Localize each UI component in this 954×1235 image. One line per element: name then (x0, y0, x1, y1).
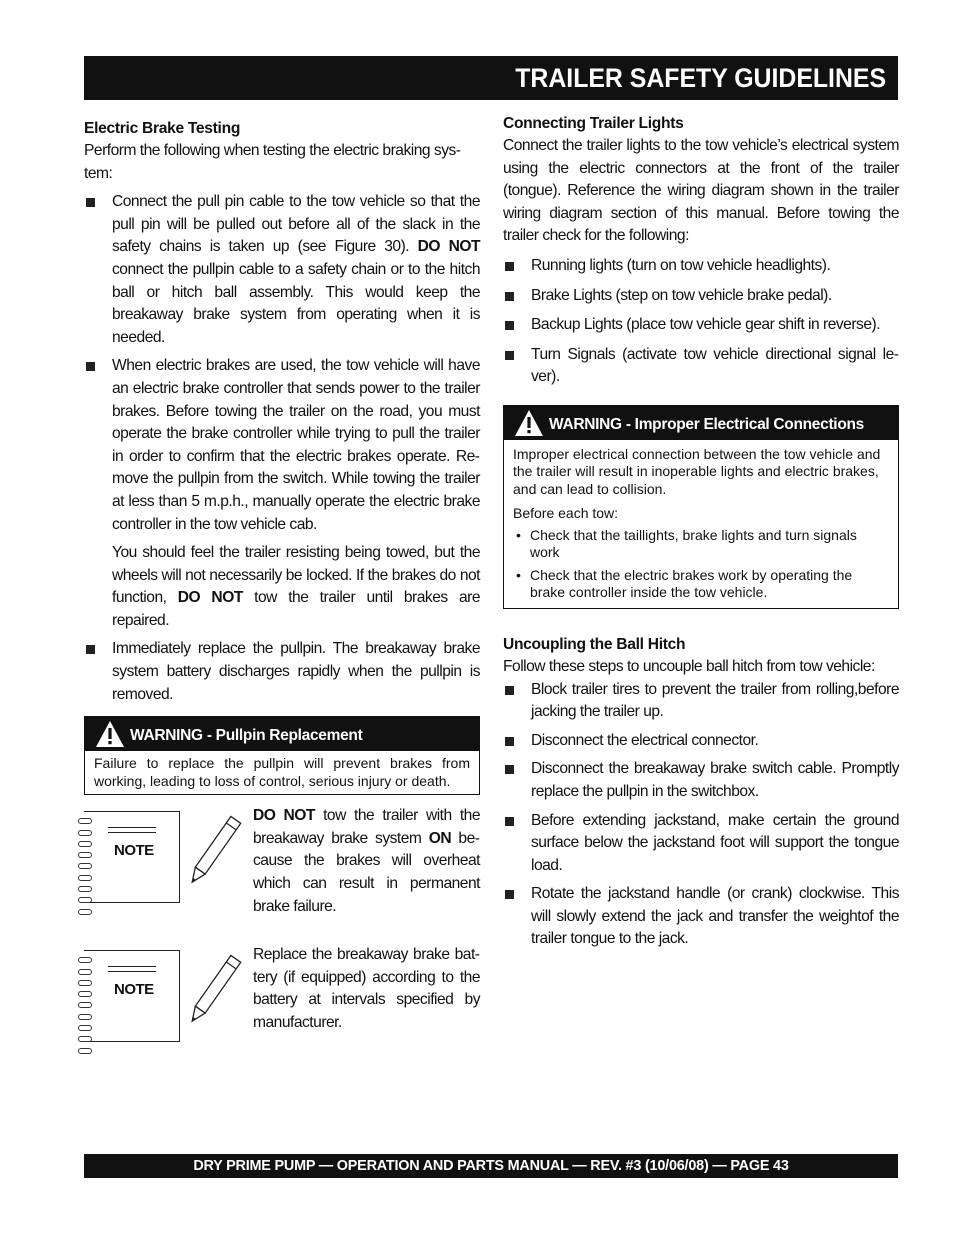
bullet-text: tow the trailer until brakes are repaired. (112, 589, 481, 629)
note-text-part: tow the trailer with the breakaway brake system (253, 807, 480, 847)
page-footer: DRY PRIME PUMP — OPERATION AND PARTS MANUAL — REV. #3 (10/06/08) — PAGE 43 (84, 1154, 898, 1178)
list-item (84, 638, 480, 706)
square-bullet-icon (505, 292, 514, 301)
notebook-icon (84, 950, 180, 1042)
note-text: Replace the breakaway brake battery (if equipped) according to the battery at intervals specified by manufacturer. (253, 946, 480, 1032)
bullet-dot-icon: • (516, 566, 521, 583)
square-bullet-icon (86, 198, 95, 207)
bullet-text: Connect the pull pin cable to the tow vehicle so that the pull pin will be pulled out before all of the slack in the safety chains is taken up (see Figure 30). (112, 193, 480, 256)
bullet-text: connect the pullpin cable to a safety chain or to the hitch ball or hitch ball assembly. This would keep the breakaway brake system from operating when it is needed. (112, 260, 480, 346)
left-column (84, 118, 480, 1080)
warning-item-text: Check that the electric brakes work by operating the brake controller inside the tow vehicle. (530, 566, 853, 601)
list-item (513, 527, 889, 562)
notebook-icon (84, 811, 180, 903)
bullet-text: Block trailer tires to prevent the trailer from rolling,before jacking the trailer up. (531, 680, 899, 721)
warning-triangle-icon (514, 409, 544, 437)
bullet-text: Before extending jackstand, make certain the ground surface below the jackstand foot will support the tongue load. (531, 811, 899, 874)
list-item (84, 191, 480, 349)
square-bullet-icon (505, 351, 514, 360)
bullet-text: When electric brakes are used, the tow vehicle will have an electric brake controller that sends power to the trailer brakes. Before towing the trailer on the road, you must operate the brake controller while trying to pull the trailer in order to confirm that the electric brakes operate. Remove the pullpin from the switch. While towing the trailer at less than 5 m.p.h., manually operate the electric brake controller in the tow vehicle cab. (112, 357, 480, 533)
square-bullet-icon (505, 737, 514, 746)
list-item (503, 255, 899, 278)
list-item (503, 883, 899, 951)
square-bullet-icon (505, 686, 514, 695)
list-item (513, 567, 889, 602)
bullet-text: Disconnect the breakaway brake switch cable. Promptly replace the pullpin in the switchbox. (531, 760, 899, 800)
uncoupling-list (503, 679, 899, 952)
bullet-continuation (112, 542, 480, 632)
warning-checklist (513, 527, 889, 602)
warning-header (504, 406, 898, 440)
warning-body (504, 440, 898, 608)
emphasis-text: DO NOT (417, 238, 481, 256)
list-item (503, 679, 899, 724)
brake-testing-heading: Electric Brake Testing (84, 120, 241, 137)
warning-title: WARNING - Pullpin Replacement (130, 727, 363, 745)
square-bullet-icon (505, 321, 514, 330)
note-block (84, 946, 480, 1080)
square-bullet-icon (505, 890, 514, 899)
bullet-text: Turn Signals (activate tow vehicle directional signal lever). (531, 345, 899, 386)
bullet-text: You should feel the trailer resisting being towed, but the wheels will not necessarily be locked. If the brakes do not function, (112, 544, 480, 607)
square-bullet-icon (505, 262, 514, 271)
square-bullet-icon (86, 645, 95, 654)
brake-testing-list (84, 191, 480, 706)
emphasis-text: ON (428, 829, 452, 847)
brake-testing-intro: Perform the following when testing the electric braking system: (84, 142, 461, 182)
square-bullet-icon (505, 817, 514, 826)
bullet-text: Rotate the jackstand handle (or crank) clockwise. This will slowly extend the jack and transfer the weightof the trailer tongue to the jack. (531, 885, 899, 948)
emphasis-text: DO NOT (253, 807, 315, 825)
bullet-dot-icon: • (516, 526, 521, 543)
trailer-lights-intro: Connect the trailer lights to the tow vehicle’s electrical system using the electric connectors at the front of the trailer (tongue). Reference the wiring diagram shown in the trailer wiring diagram section of this manual. Before towing the trailer check for the following: (503, 137, 899, 245)
list-item (503, 285, 899, 308)
right-column (503, 113, 899, 951)
title-bar (84, 56, 898, 100)
note-label: NOTE (114, 842, 154, 860)
warning-triangle-icon (95, 720, 125, 748)
note-text-part: because the brakes will overheat which can result in permanent brake failure. (253, 829, 480, 915)
warning-electrical-box (503, 405, 899, 609)
uncoupling-intro: Follow these steps to uncouple ball hitch from tow vehicle: (503, 657, 875, 675)
warning-pullpin-box (84, 716, 480, 795)
warning-body: Failure to replace the pullpin will prevent brakes from working, leading to loss of control, serious injury or death. (94, 755, 470, 789)
bullet-text: Backup Lights (place tow vehicle gear shift in reverse). (531, 316, 881, 334)
list-item (503, 758, 899, 803)
pencil-icon (184, 950, 244, 1030)
list-item (84, 355, 480, 632)
page-title: TRAILER SAFETY GUIDELINES (515, 63, 886, 93)
uncoupling-heading: Uncoupling the Ball Hitch (503, 635, 686, 653)
bullet-text: Disconnect the electrical connector. (531, 731, 759, 749)
bullet-text: Brake Lights (step on tow vehicle brake pedal). (531, 286, 832, 304)
pencil-icon (184, 811, 244, 891)
warning-header (85, 717, 479, 751)
warning-before-text: Before each tow: (513, 505, 619, 522)
square-bullet-icon (86, 362, 95, 371)
emphasis-text: DO NOT (177, 589, 243, 607)
bullet-text: Immediately replace the pullpin. The breakaway brake system battery discharges rapidly when the pullpin is removed. (112, 640, 480, 703)
list-item (503, 314, 899, 337)
warning-text: Improper electrical connection between the tow vehicle and the trailer will result in inoperable lights and electric brakes, and can lead to collision. (513, 445, 881, 497)
trailer-lights-heading: Connecting Trailer Lights (503, 115, 684, 132)
note-block (84, 807, 480, 941)
note-label: NOTE (114, 981, 154, 999)
warning-title: WARNING - Improper Electrical Connections (549, 415, 864, 433)
note-text (253, 805, 480, 918)
list-item (503, 344, 899, 389)
warning-item-text: Check that the taillights, brake lights and turn signals work (530, 526, 857, 561)
list-item (503, 810, 899, 878)
trailer-lights-list (503, 255, 899, 389)
bullet-text: Running lights (turn on tow vehicle headlights). (531, 256, 831, 274)
list-item (503, 730, 899, 753)
square-bullet-icon (505, 765, 514, 774)
